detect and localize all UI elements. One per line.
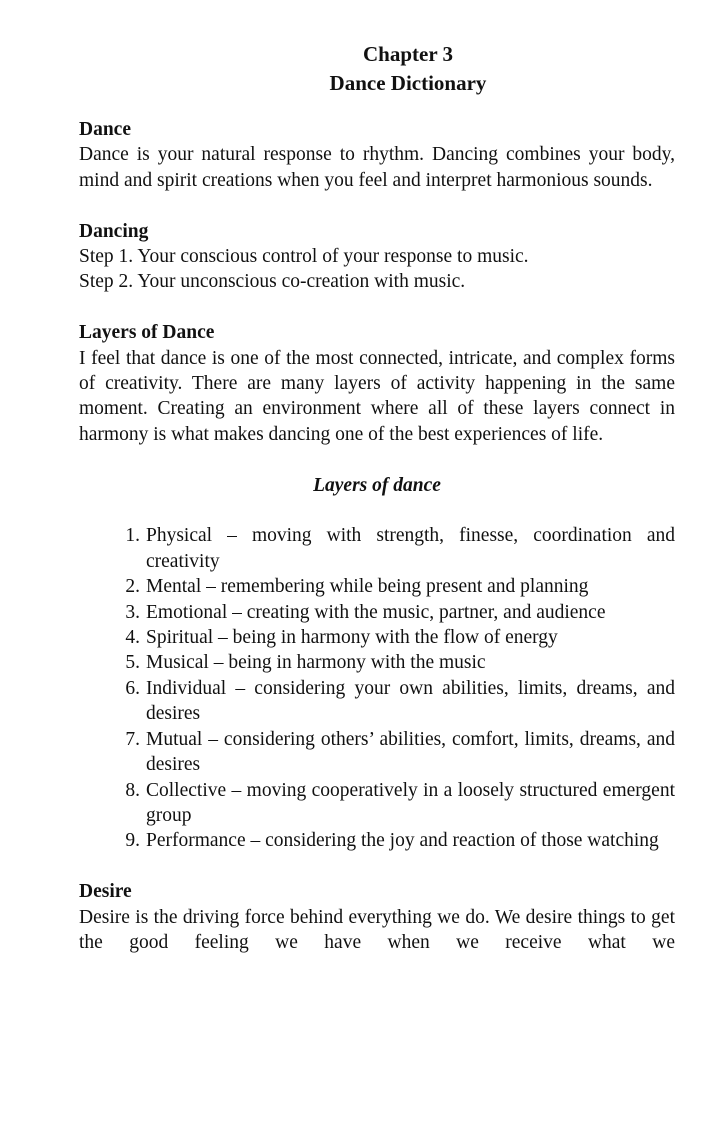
list-item-text: Mental – remembering while being present and planning [146,576,589,598]
list-item-number: 2. [125,576,140,598]
list-item-number: 6. [125,677,140,699]
list-item-text: Mutual – considering others’ abilities, comfort, limits, dreams, and desires [146,728,675,776]
list-item-number: 1. [125,525,140,547]
chapter-title: Dance Dictionary [329,71,487,95]
list-item-number: 7. [125,728,140,750]
list-item-text: Performance – considering the joy and reaction of those watching [146,830,659,852]
layers-list-title: Layers of dance [313,474,441,496]
list-item [79,828,675,853]
definition-desire: Desire is the driving force behind everything we do. We desire things to get the good feeling we have when we receive what we [79,906,675,953]
dancing-step-1: Step 1. Your conscious control of your response to music. [79,246,529,268]
list-item [79,574,675,599]
dancing-step-2: Step 2. Your unconscious co-creation with music. [79,271,466,293]
term-desire: Desire [79,881,132,903]
list-item-text: Collective – moving cooperatively in a loosely structured emergent group [146,779,675,826]
list-item-text: Musical – being in harmony with the music [146,652,486,674]
term-dancing: Dancing [79,220,149,242]
list-item-text: Individual – considering your own abilities, limits, dreams, and desires [146,677,675,725]
term-dance: Dance [79,119,131,140]
list-item [79,625,675,650]
list-item-number: 5. [125,652,140,674]
definition-layers-of-dance: I feel that dance is one of the most connected, intricate, and complex forms of creativity. There are many layers of activity happening in the same moment. Creating an environment where all of these layers connect in harmony is what makes dancing one of the best experiences of life. [79,347,675,445]
list-item [79,676,675,727]
list-item [79,650,675,675]
term-layers-of-dance: Layers of Dance [79,322,215,344]
list-item [79,727,675,778]
list-item-text: Emotional – creating with the music, partner, and audience [146,601,606,623]
definition-dance: Dance is your natural response to rhythm. Dancing combines your body, mind and spirit creations when you feel and interpret harmonious sounds. [79,144,675,191]
list-item-number: 9. [125,830,140,852]
list-item-text: Physical – moving with strength, finesse, coordination and creativity [146,525,675,572]
list-item-number: 3. [125,601,140,623]
list-item [79,600,675,625]
list-item [79,778,675,829]
list-item-text: Spiritual – being in harmony with the flow of energy [146,627,558,649]
document-page [79,40,675,955]
list-item-number: 8. [125,779,140,801]
list-item-number: 4. [125,627,140,649]
layers-list [79,523,675,853]
chapter-number: Chapter 3 [362,42,454,66]
list-item [79,523,675,574]
